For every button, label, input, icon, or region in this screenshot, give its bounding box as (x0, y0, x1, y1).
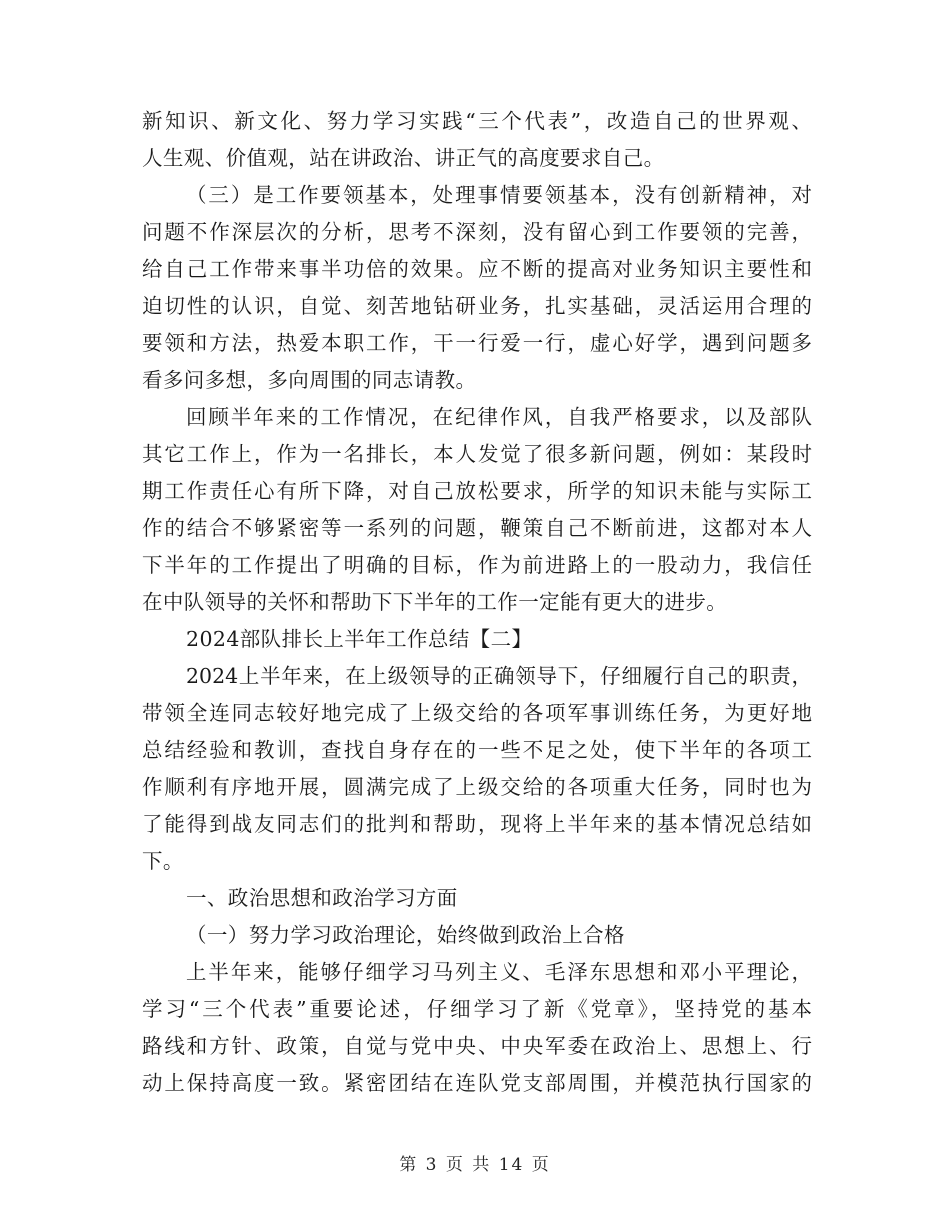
text-line: 作的结合不够紧密等一系列的问题，鞭策自己不断前进，这都对本人 (142, 516, 812, 540)
text-line: 下半年的工作提出了明确的目标，作为前进路上的一股动力，我信任 (142, 553, 812, 577)
text-line: 在中队领导的关怀和帮助下下半年的工作一定能有更大的进步。 (142, 590, 728, 614)
text-line: 总结经验和教训，查找自身存在的一些不足之处，使下半年的各项工 (142, 738, 812, 762)
text-line: 看多问多想，多向周围的同志请教。 (142, 368, 477, 392)
page-number-footer: 第 3 页 共 14 页 (399, 1155, 551, 1175)
text-line: 问题不作深层次的分析，思考不深刻，没有留心到工作要领的完善， (142, 220, 812, 244)
document-body (142, 103, 812, 1102)
text-line: 下。 (142, 849, 184, 873)
text-line: （一）努力学习政治理论，始终做到政治上合格 (186, 923, 625, 947)
text-line: 一、政治思想和政治学习方面 (186, 886, 458, 910)
text-line: 人生观、价值观，站在讲政治、讲正气的高度要求自己。 (142, 146, 665, 170)
text-line: 新知识、新文化、努力学习实践“三个代表”，改造自己的世界观、 (142, 109, 812, 133)
text-line: 带领全连同志较好地完成了上级交给的各项军事训练任务，为更好地 (142, 701, 812, 725)
text-line: 其它工作上，作为一名排长，本人发觉了很多新问题，例如：某段时 (142, 442, 812, 466)
text-line: 路线和方针、政策，自觉与党中央、中央军委在政治上、思想上、行 (142, 1034, 812, 1058)
text-line: 要领和方法，热爱本职工作，干一行爱一行，虚心好学，遇到问题多 (142, 331, 812, 355)
text-line: 迫切性的认识，自觉、刻苦地钻研业务，扎实基础，灵活运用合理的 (142, 294, 812, 318)
text-line: 作顺利有序地开展，圆满完成了上级交给的各项重大任务，同时也为 (142, 775, 812, 799)
text-line: 了能得到战友同志们的批判和帮助，现将上半年来的基本情况总结如 (142, 812, 812, 836)
text-line: 2024上半年来，在上级领导的正确领导下，仔细履行自己的职责， (186, 664, 812, 688)
text-line: 学习“三个代表”重要论述，仔细学习了新《党章》，坚持党的基本 (142, 997, 812, 1021)
text-line: 2024部队排长上半年工作总结【二】 (186, 627, 533, 651)
text-line: 动上保持高度一致。紧密团结在连队党支部周围，并模范执行国家的 (142, 1071, 812, 1095)
text-line: 期工作责任心有所下降，对自己放松要求，所学的知识未能与实际工 (142, 479, 812, 503)
text-line: 回顾半年来的工作情况，在纪律作风，自我严格要求，以及部队 (186, 405, 812, 429)
text-line: 上半年来，能够仔细学习马列主义、毛泽东思想和邓小平理论， (186, 960, 812, 984)
text-line: （三）是工作要领基本，处理事情要领基本，没有创新精神，对 (186, 183, 812, 207)
text-line: 给自己工作带来事半功倍的效果。应不断的提高对业务知识主要性和 (142, 257, 812, 281)
